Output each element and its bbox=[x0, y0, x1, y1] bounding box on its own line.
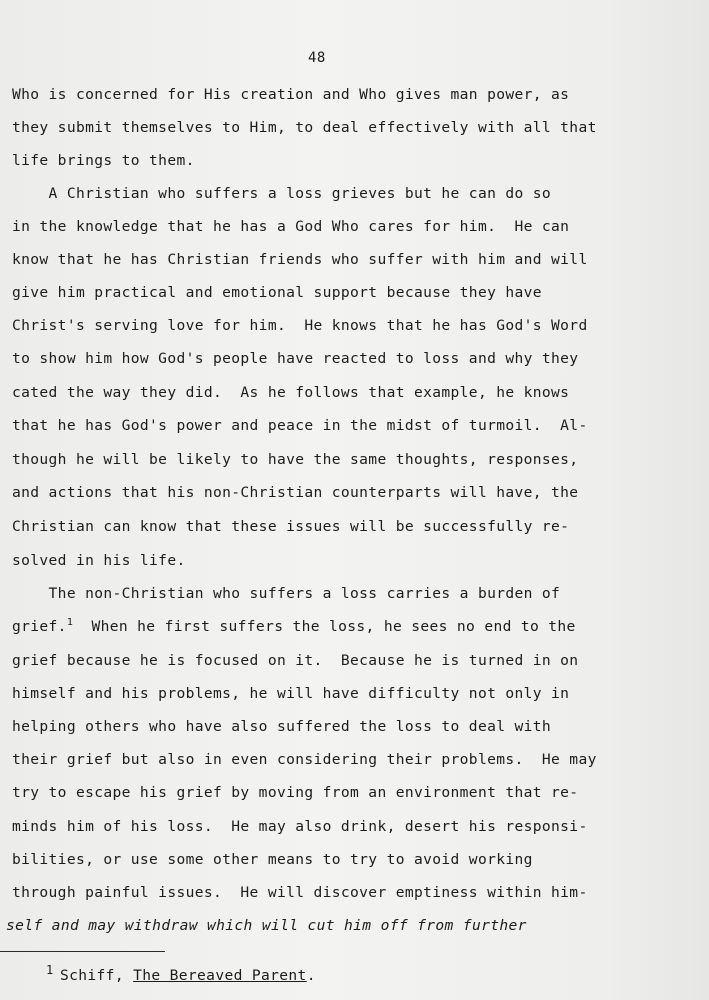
text-line: cated the way they did. As he follows that example, he knows bbox=[12, 384, 570, 401]
footnote-mark: 1 bbox=[46, 963, 54, 977]
text-line: through painful issues. He will discover emptiness within him- bbox=[12, 884, 588, 901]
text-line: that he has God's power and peace in the midst of turmoil. Al- bbox=[12, 417, 588, 434]
text-line: to show him how God's people have reacted to loss and why they bbox=[12, 350, 579, 367]
text-line: and actions that his non-Christian counterparts will have, the bbox=[12, 484, 579, 501]
footnote bbox=[46, 963, 316, 984]
text-segment: When he first suffers the loss, he sees no end to the bbox=[73, 618, 576, 635]
text-line: Christ's serving love for him. He knows that he has God's Word bbox=[12, 317, 588, 334]
text-line: helping others who have also suffered the loss to deal with bbox=[12, 718, 552, 735]
footnote-end: . bbox=[306, 967, 316, 984]
text-line: though he will be likely to have the same thoughts, responses, bbox=[12, 451, 579, 468]
text-line-with-footnote-ref bbox=[12, 618, 576, 638]
text-line: self and may withdraw which will cut him off from further bbox=[6, 917, 527, 934]
text-line: Who is concerned for His creation and Who gives man power, as bbox=[12, 86, 570, 103]
page-number: 48 bbox=[308, 50, 326, 66]
text-line: bilities, or use some other means to try to avoid working bbox=[12, 851, 533, 868]
text-line: Christian can know that these issues will be successfully re- bbox=[12, 518, 570, 535]
text-line: their grief but also in even considering their problems. He may bbox=[12, 751, 597, 768]
text-line: life brings to them. bbox=[12, 152, 195, 169]
text-segment: grief. bbox=[12, 618, 67, 635]
text-line: A Christian who suffers a loss grieves but he can do so bbox=[12, 185, 552, 202]
text-line: minds him of his loss. He may also drink, desert his responsi- bbox=[12, 818, 588, 835]
text-line: try to escape his grief by moving from an environment that re- bbox=[12, 784, 579, 801]
text-line: give him practical and emotional support because they have bbox=[12, 284, 542, 301]
text-line: himself and his problems, he will have difficulty not only in bbox=[12, 685, 570, 702]
text-line: they submit themselves to Him, to deal effectively with all that bbox=[12, 119, 597, 136]
footnote-author: Schiff, bbox=[60, 967, 134, 984]
text-line: The non-Christian who suffers a loss carries a burden of bbox=[12, 585, 561, 602]
text-line: grief because he is focused on it. Because he is turned in on bbox=[12, 652, 579, 669]
text-line: solved in his life. bbox=[12, 552, 186, 569]
text-line: know that he has Christian friends who suffer with him and will bbox=[12, 251, 588, 268]
text-line: in the knowledge that he has a God Who cares for him. He can bbox=[12, 218, 570, 235]
footnote-divider bbox=[0, 951, 165, 952]
footnote-title: The Bereaved Parent bbox=[133, 967, 307, 984]
footnote-reference: 1 bbox=[66, 617, 74, 628]
